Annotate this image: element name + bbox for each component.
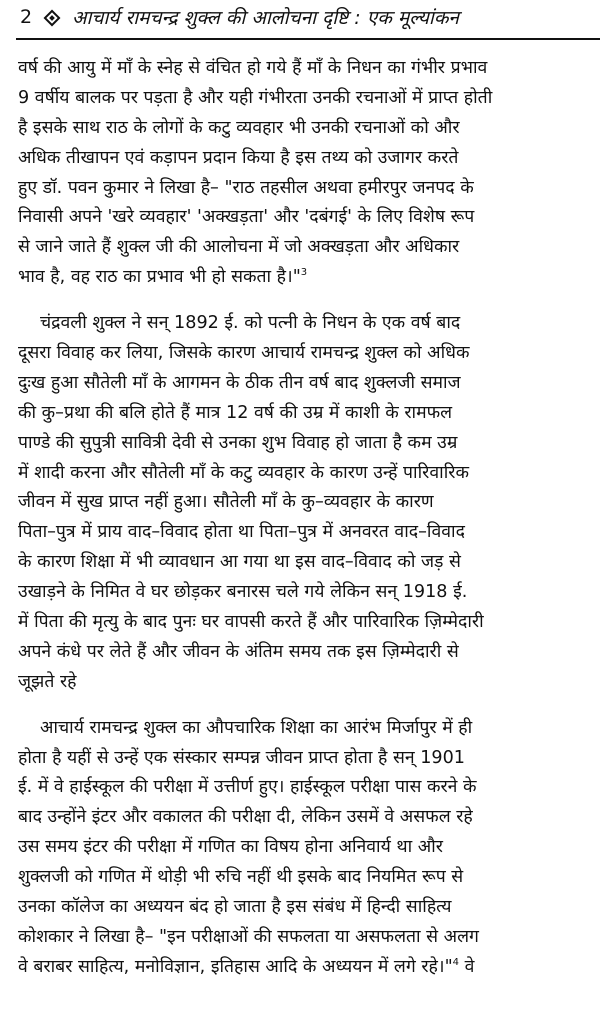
text-line: के कारण शिक्षा में भी व्यावधान आ गया था इस वाद–विवाद को जड़ से [18,552,461,573]
running-title: आचार्य रामचन्द्र शुक्ल की आलोचना दृष्टि : एक मूल्यांकन [72,7,459,29]
line-text: भाव है, वह राठ का प्रभाव भी हो सकता है।" [18,267,301,288]
line-text: वे बराबर साहित्य, मनोविज्ञान, इतिहास आदि के अध्ययन में लगे रहे।" [18,956,453,977]
text-line: उखाड़ने के निमित वे घर छोड़कर बनारस चले गये लेकिन सन् 1918 ई. [18,582,468,603]
text-line: वर्ष की आयु में माँ के स्नेह से वंचित हो गये हैं माँ के निधन का गंभीर प्रभाव [18,58,488,78]
text-line: बाद उन्होंने इंटर और वकालत की परीक्षा दी, लेकिन उसमें वे असफल रहे [18,807,473,828]
paragraph-2 [18,309,600,698]
text-line: शुक्लजी को गणित में थोड़ी भी रुचि नहीं थी इसके बाद नियमित रूप से [18,867,464,888]
text-line: जूझते रहे [18,671,77,692]
text-line: आचार्य रामचन्द्र शुक्ल का औपचारिक शिक्षा का आरंभ मिर्जापुर में ही [40,717,473,738]
text-line: है इसके साथ राठ के लोगों के कटु व्यवहार भी उनकी रचनाओं को और [18,117,460,138]
text-line: उनका कॉलेज का अध्ययन बंद हो जाता है इस संबंध में हिन्दी साहित्य [18,897,452,918]
text-line [18,263,600,293]
text-line: दुःख हुआ सौतेली माँ के आगमन के ठीक तीन वर्ष बाद शुक्लजी समाज [18,372,461,393]
text-line: चंद्रवली शुक्ल ने सन् 1892 ई. को पत्नी के निधन के एक वर्ष बाद [40,313,461,334]
text-line: अपने कंधे पर लेते हैं और जीवन के अंतिम समय तक इस ज़िम्मेदारी से [18,641,459,662]
text-line: उस समय इंटर की परीक्षा में गणित का विषय होना अनिवार्य था और [18,837,443,858]
text-line: होता है यहीं से उन्हें एक संस्कार सम्पन्न जीवन प्राप्त होता है सन् 1901 [18,747,465,768]
diamond-ornament-icon [44,10,61,27]
paragraph-1 [18,54,600,293]
paragraph-3 [18,714,600,983]
header-rule [16,38,600,40]
text-line: हुए डॉ. पवन कुमार ने लिखा है– "राठ तहसील अथवा हमीरपुर जनपद के [18,177,474,198]
text-line: में पिता की मृत्यु के बाद पुनः घर वापसी करते हैं और पारिवारिक ज़िम्मेदारी [18,612,484,633]
text-line: निवासी अपने 'खरे व्यवहार' 'अक्खड़ता' और 'दबंगई' के लिए विशेष रूप [18,207,475,228]
text-line: अधिक तीखापन एवं कड़ापन प्रदान किया है इस तथ्य को उजागर करते [18,147,459,168]
page-number: 2 [20,6,33,28]
text-line: दूसरा विवाह कर लिया, जिसके कारण आचार्य रामचन्द्र शुक्ल को अधिक [18,343,470,364]
text-line: से जाने जाते हैं शुक्ल जी की आलोचना में जो अक्खड़ता और अधिकार [18,237,460,258]
text-line: कोशकार ने लिखा है– "इन परीक्षाओं की सफलता या असफलता से अलग [18,926,479,947]
text-line: पिता–पुत्र में प्राय वाद–विवाद होता था पिता–पुत्र में अनवरत वाद–विवाद [18,522,465,543]
text-line: में शादी करना और सौतेली माँ के कटु व्यवहार के कारण उन्हें पारिवारिक [18,462,469,483]
body-text [18,54,600,983]
footnote-marker: 4 [452,956,460,968]
text-line: पाण्डे की सुपुत्री सावित्री देवी से उनका शुभ विवाह हो जाता है कम उम्र [18,432,458,453]
text-line [18,953,600,983]
text-line: 9 वर्षीय बालक पर पड़ता है और यही गंभीरता उनकी रचनाओं में प्राप्त होती [18,87,493,108]
line-text: वे [459,956,475,977]
footnote-marker: 3 [300,267,308,279]
text-line: की कु–प्रथा की बलि होते हैं मात्र 12 वर्ष की उम्र में काशी के रामफल [18,402,453,423]
text-line: जीवन में सुख प्राप्त नहीं हुआ। सौतेली माँ के कु–व्यवहार के कारण [18,492,434,513]
text-line: ई. में वे हाईस्कूल की परीक्षा में उत्तीर्ण हुए। हाईस्कूल परीक्षा पास करने के [18,777,477,798]
running-header [0,0,600,46]
